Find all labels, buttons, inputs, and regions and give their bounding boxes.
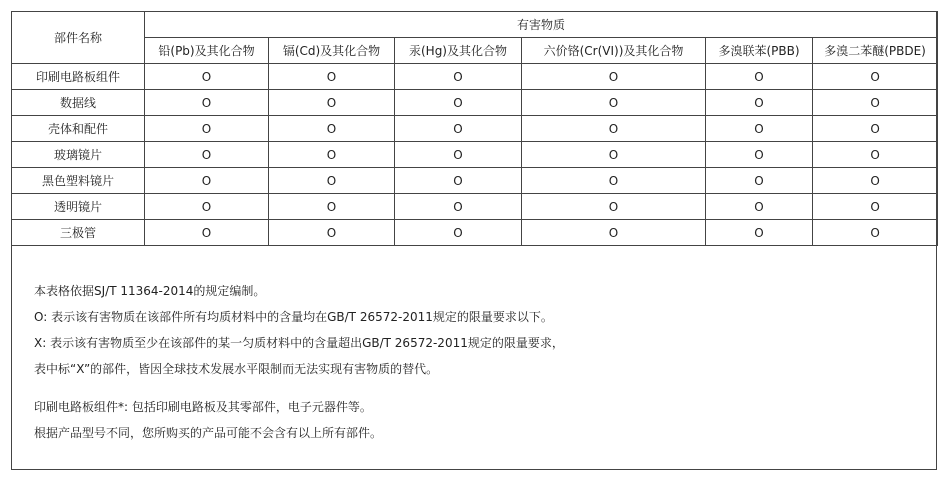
part-name-cell: 三极管 <box>12 220 145 246</box>
substance-column-header: 六价铬(Cr(VI))及其化合物 <box>522 38 706 64</box>
substance-status-cell: O <box>813 220 938 246</box>
substance-status-cell: O <box>813 64 938 90</box>
substance-status-cell: O <box>145 64 269 90</box>
substance-status-cell: O <box>145 168 269 194</box>
table-row <box>12 64 938 90</box>
substance-status-cell: O <box>706 168 813 194</box>
substance-status-cell: O <box>269 142 395 168</box>
substance-status-cell: O <box>269 168 395 194</box>
part-name-header: 部件名称 <box>12 12 145 64</box>
substance-status-cell: O <box>706 116 813 142</box>
substance-status-cell: O <box>813 168 938 194</box>
substance-status-cell: O <box>269 220 395 246</box>
substance-status-cell: O <box>395 90 522 116</box>
substance-column-header: 多溴联苯(PBB) <box>706 38 813 64</box>
table-row <box>12 220 938 246</box>
substance-column-header: 镉(Cd)及其化合物 <box>269 38 395 64</box>
substance-status-cell: O <box>145 220 269 246</box>
substance-column-header: 汞(Hg)及其化合物 <box>395 38 522 64</box>
substance-status-cell: O <box>522 142 706 168</box>
substance-status-cell: O <box>145 142 269 168</box>
substance-status-cell: O <box>395 142 522 168</box>
table-row <box>12 90 938 116</box>
substance-status-cell: O <box>269 116 395 142</box>
substance-status-cell: O <box>522 168 706 194</box>
substance-status-cell: O <box>145 116 269 142</box>
substance-status-cell: O <box>269 64 395 90</box>
substance-status-cell: O <box>813 194 938 220</box>
substance-column-header: 多溴二苯醚(PBDE) <box>813 38 938 64</box>
note-x-definition: X: 表示该有害物质至少在该部件的某一匀质材料中的含量超出GB/T 26572-2011规定的限量要求， <box>34 336 564 350</box>
part-name-cell: 透明镜片 <box>12 194 145 220</box>
table-row <box>12 116 938 142</box>
substance-status-cell: O <box>522 194 706 220</box>
substance-status-cell: O <box>706 90 813 116</box>
substance-column-header: 铅(Pb)及其化合物 <box>145 38 269 64</box>
substance-status-cell: O <box>145 90 269 116</box>
substance-status-cell: O <box>269 90 395 116</box>
note-model-variation: 根据产品型号不同，您所购买的产品可能不会含有以上所有部件。 <box>34 426 383 440</box>
part-name-cell: 印刷电路板组件 <box>12 64 145 90</box>
substance-status-cell: O <box>813 116 938 142</box>
substance-status-cell: O <box>706 142 813 168</box>
substance-status-cell: O <box>706 220 813 246</box>
rohs-declaration <box>11 11 937 470</box>
substance-status-cell: O <box>145 194 269 220</box>
substance-status-cell: O <box>813 142 938 168</box>
note-x-explanation: 表中标“X”的部件，皆因全球技术发展水平限制而无法实现有害物质的替代。 <box>34 362 439 376</box>
note-standard: 本表格依据SJ/T 11364-2014的规定编制。 <box>34 284 266 298</box>
substance-status-cell: O <box>395 220 522 246</box>
substance-status-cell: O <box>522 90 706 116</box>
substance-status-cell: O <box>395 64 522 90</box>
part-name-cell: 黑色塑料镜片 <box>12 168 145 194</box>
substance-status-cell: O <box>395 116 522 142</box>
substance-status-cell: O <box>706 194 813 220</box>
part-name-cell: 玻璃镜片 <box>12 142 145 168</box>
substance-status-cell: O <box>522 64 706 90</box>
hazardous-substances-header: 有害物质 <box>145 12 938 38</box>
table-row <box>12 142 938 168</box>
substance-status-cell: O <box>269 194 395 220</box>
substance-status-cell: O <box>706 64 813 90</box>
table-row <box>12 168 938 194</box>
substance-status-cell: O <box>395 168 522 194</box>
substance-status-cell: O <box>522 116 706 142</box>
table-row <box>12 194 938 220</box>
part-name-cell: 壳体和配件 <box>12 116 145 142</box>
hazardous-substances-table <box>11 11 938 246</box>
part-name-cell: 数据线 <box>12 90 145 116</box>
substance-status-cell: O <box>813 90 938 116</box>
note-o-definition: O: 表示该有害物质在该部件所有均质材料中的含量均在GB/T 26572-2011规定的限量要求以下。 <box>34 310 553 324</box>
substance-status-cell: O <box>395 194 522 220</box>
note-pcb-definition: 印刷电路板组件*: 包括印刷电路板及其零部件，电子元器件等。 <box>34 400 372 414</box>
notes-section <box>34 284 564 452</box>
substance-status-cell: O <box>522 220 706 246</box>
